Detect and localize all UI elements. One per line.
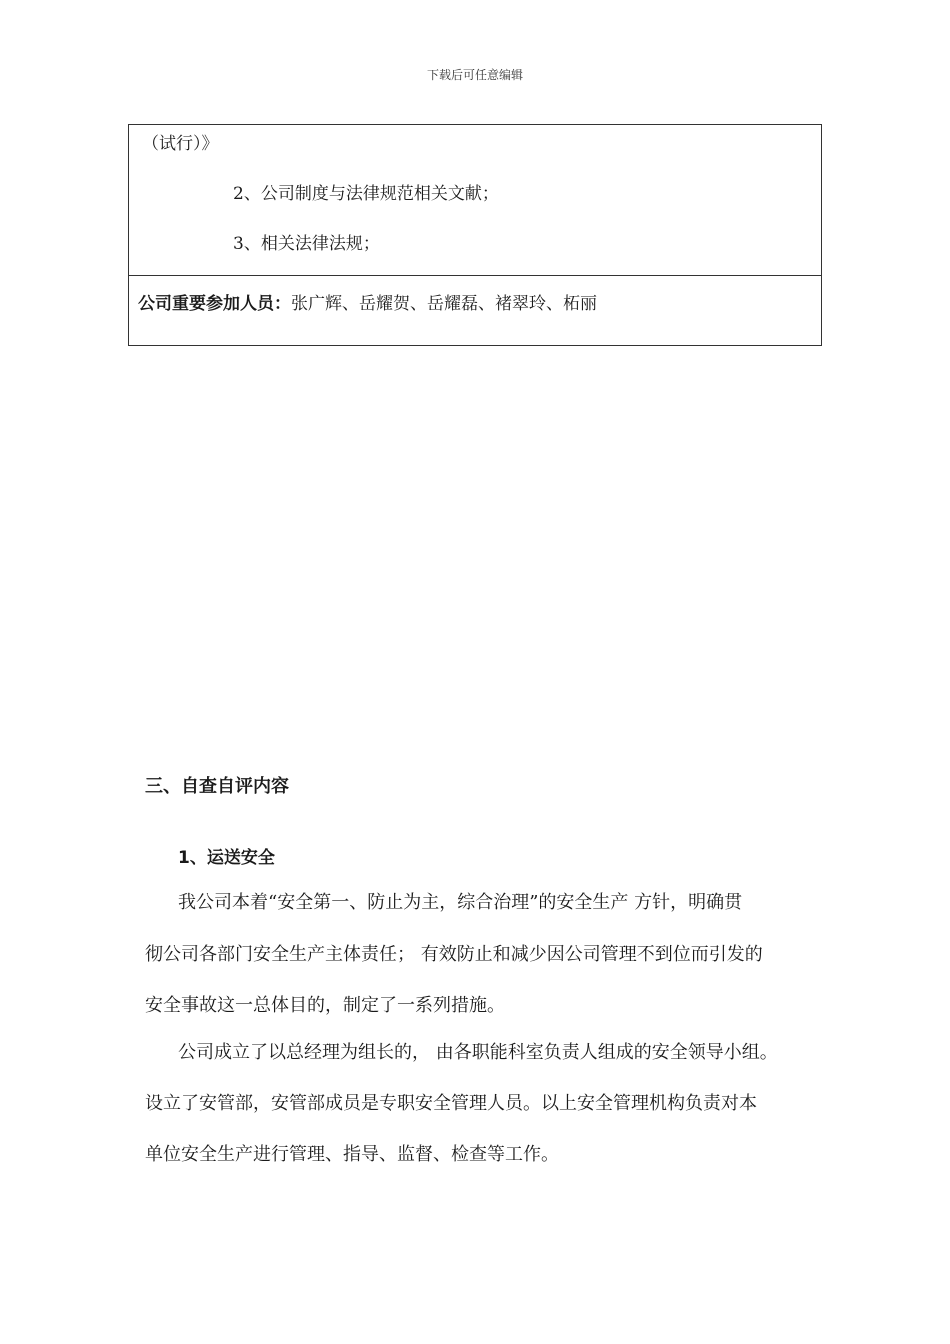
sub-heading: 1、运送安全 [178,848,275,868]
participants-label: 公司重要参加人员： [138,294,291,314]
participants-names: 张广辉、岳耀贺、岳耀磊、褚翠玲、柘丽 [291,294,597,314]
paragraph-2-line-2: 设立了安管部，安管部成员是专职安全管理人员。以上安全管理机构负责对本 [145,1093,757,1114]
reference-line-1: （试行）》 [142,134,219,154]
paragraph-2-line-1: 公司成立了以总经理为组长的， 由各职能科室负责人组成的安全领导小组。 [178,1042,778,1063]
page-header-note: 下载后可任意编辑 [426,68,523,82]
participants-line [138,289,597,314]
reference-line-3: 3、相关法律法规； [233,234,380,254]
paragraph-2-line-3: 单位安全生产进行管理、指导、监督、检查等工作。 [145,1144,559,1165]
participants-cell [129,276,821,345]
reference-line-2: 2、公司制度与法律规范相关文献； [233,184,499,204]
paragraph-1-line-1: 我公司本着“安全第一、防止为主，综合治理”的安全生产 方针，明确贯 [178,892,743,913]
reference-list-cell [129,125,821,276]
paragraph-1-line-2: 彻公司各部门安全生产主体责任； 有效防止和减少因公司管理不到位而引发的 [145,944,763,965]
paragraph-1-line-3: 安全事故这一总体目的，制定了一系列措施。 [145,995,505,1016]
section-heading: 三、自查自评内容 [145,776,289,797]
reference-table [128,124,822,346]
